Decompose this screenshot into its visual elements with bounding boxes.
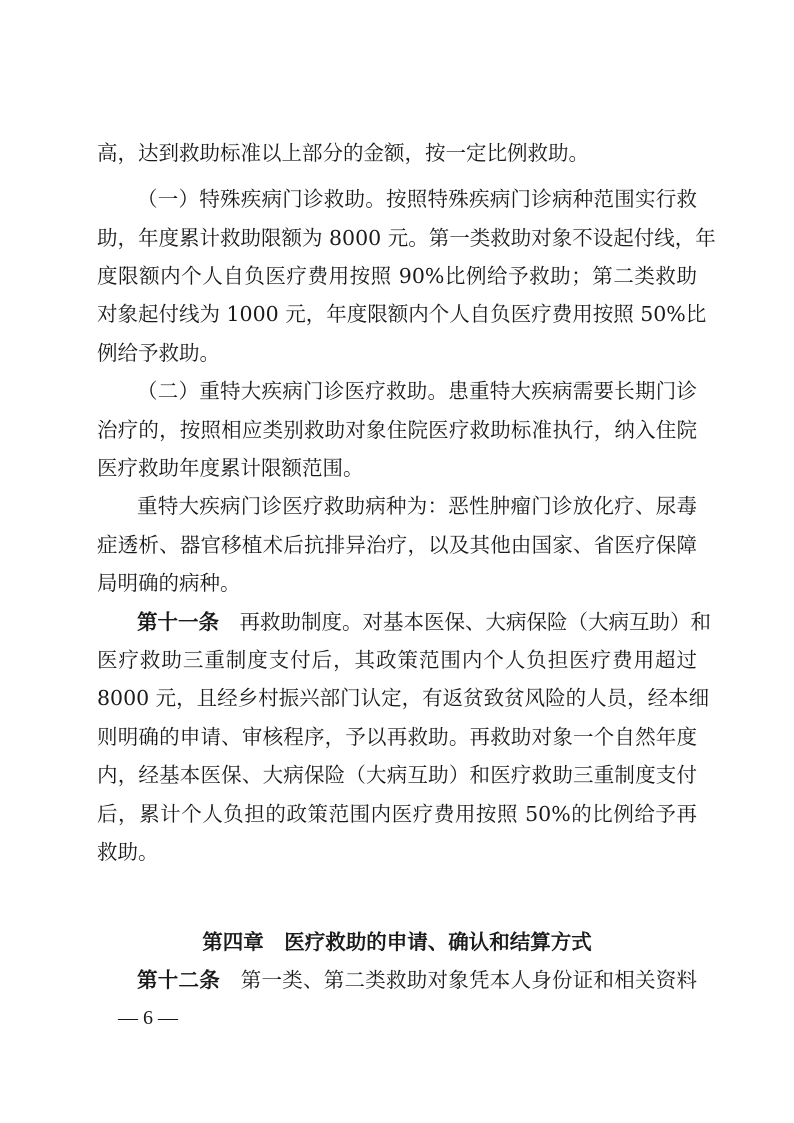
paragraph-line: 则明确的申请、审核程序，予以再救助。再救助对象一个自然年度 [97, 725, 697, 749]
article-11-text: 再救助制度。对基本医保、大病保险（大病互助）和 [239, 610, 711, 634]
paragraph-line: （二）重特大疾病门诊医疗救助。患重特大疾病需要长期门诊 [137, 379, 697, 403]
article-12-text: 第一类、第二类救助对象凭本人身份证和相关资料 [240, 968, 697, 992]
paragraph-line: 重特大疾病门诊医疗救助病种为：恶性肿瘤门诊放化疗、尿毒 [137, 494, 697, 518]
paragraph-line [137, 966, 697, 994]
paragraph-line: 助，年度累计救助限额为 8000 元。第一类救助对象不设起付线，年 [97, 226, 716, 250]
paragraph-line: 救助。 [97, 840, 159, 864]
paragraph-line: 后，累计个人负担的政策范围内医疗费用按照 50%的比例给予再 [97, 802, 697, 826]
paragraph-line: 医疗救助三重制度支付后，其政策范围内个人负担医疗费用超过 [97, 648, 697, 672]
paragraph-line: 8000 元，且经乡村振兴部门认定，有返贫致贫风险的人员，经本细 [97, 686, 710, 710]
paragraph-line: 高，达到救助标准以上部分的金额，按一定比例救助。 [97, 141, 589, 165]
paragraph-line: 医疗救助年度累计限额范围。 [97, 456, 364, 480]
paragraph-line: 症透析、器官移植术后抗排异治疗，以及其他由国家、省医疗保障 [97, 533, 697, 557]
paragraph-line: 内，经基本医保、大病保险（大病互助）和医疗救助三重制度支付 [97, 763, 697, 787]
paragraph-line: 例给予救助。 [97, 341, 220, 365]
chapter-heading: 第四章 医疗救助的申请、确认和结算方式 [202, 930, 592, 954]
paragraph-line: 对象起付线为 1000 元，年度限额内个人自负医疗费用按照 50%比 [97, 302, 707, 326]
paragraph-line: （一）特殊疾病门诊救助。按照特殊疾病门诊病种范围实行救 [137, 187, 697, 211]
page-number: — 6 — [118, 1007, 178, 1029]
paragraph-line: 度限额内个人自负医疗费用按照 90%比例给予救助；第二类救助 [97, 264, 697, 288]
article-12-label: 第十二条 [137, 968, 220, 992]
paragraph-line: 局明确的病种。 [97, 571, 241, 595]
paragraph-line: 治疗的，按照相应类别救助对象住院医疗救助标准执行，纳入住院 [97, 418, 697, 442]
article-11-label: 第十一条 [137, 610, 219, 634]
paragraph-line [137, 608, 711, 636]
